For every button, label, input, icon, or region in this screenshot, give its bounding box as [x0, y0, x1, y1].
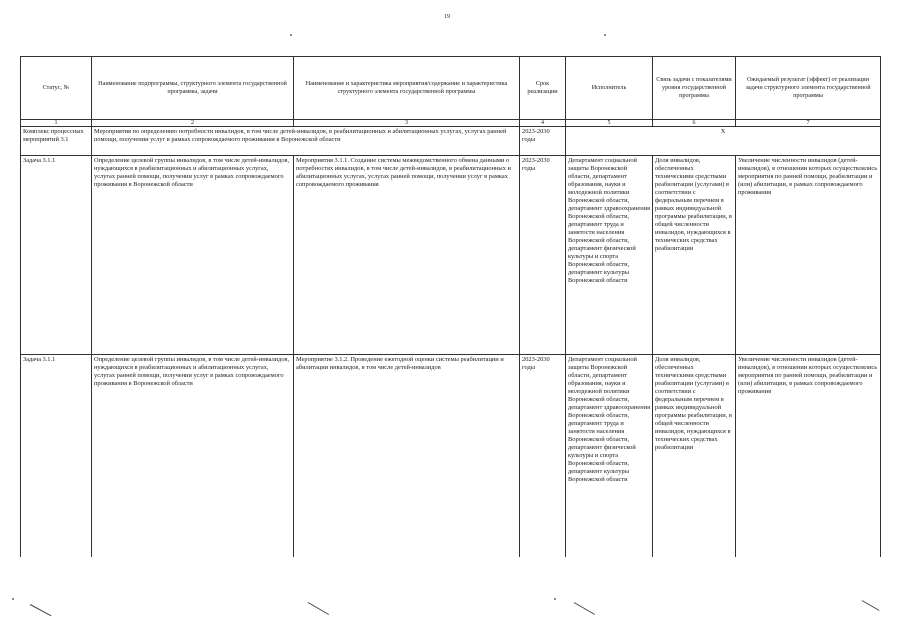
- column-number: 2: [92, 120, 294, 127]
- column-number: 7: [736, 120, 881, 127]
- header-measure: Наименование и характеристика мероприятия/содержание и характеристика структурного элемента государственной программы: [294, 57, 520, 120]
- task-status: Задача 3.1.1: [21, 355, 92, 558]
- task-row: [21, 355, 881, 558]
- scan-artifact: [604, 34, 606, 36]
- task-name: Определение целевой группы инвалидов, в том числе детей-инвалидов, нуждающихся в реабилитационных и абилитационных услугах, услугах ранней помощи, получении услуг в рамках сопровождаемого проживания в Воронежской области: [92, 156, 294, 355]
- task-row: [21, 156, 881, 355]
- header-name: Наименование подпрограммы, структурного элемента государственной программы, задачи: [92, 57, 294, 120]
- task-executor: Департамент социальной защиты Воронежской области, департамент образования, науки и молодежной политики Воронежской области, департамент здравоохранения Воронежской области, департамент труда и занятости населения Воронежской области, департамент физической культуры и спорта Воронежской области, департамент культуры Воронежской области: [566, 355, 653, 558]
- complex-name: Мероприятия по определению потребности инвалидов, в том числе детей-инвалидов, в реабилитационных и абилитационных услугах, услугах ранней помощи, получении услуг в рамках сопровождаемого проживания в Воронежской области: [92, 127, 520, 156]
- task-measure: Мероприятия 3.1.1. Создание системы межведомственного обмена данными о потребностях инвалидов, в том числе детей-инвалидов, в реабилитационных и абилитационных услугах, услугах ранней помощи, получении услуг в рамках сопровождаемого проживания: [294, 156, 520, 355]
- task-period: 2023-2030 годы: [520, 156, 566, 355]
- scan-artifact: [12, 598, 14, 600]
- column-number: 5: [566, 120, 653, 127]
- header-indicator: Связь задачи с показателями уровня государственной программы: [653, 57, 736, 120]
- header-row: [21, 57, 881, 120]
- program-table: [20, 56, 881, 557]
- header-result: Ожидаемый результат (эффект) от реализации задачи структурного элемента государственной программы: [736, 57, 881, 120]
- column-number: 3: [294, 120, 520, 127]
- scan-artifact: [862, 600, 880, 611]
- header-status: Статус, №: [21, 57, 92, 120]
- task-status: Задача 3.1.1: [21, 156, 92, 355]
- column-number: 1: [21, 120, 92, 127]
- task-indicator: Доля инвалидов, обеспеченных техническими средствами реабилитации (услугами) в соответствии с федеральным перечнем в рамках индивидуальной программы реабилитации, в общей численности инвалидов, нуждающихся в технических средствах реабилитации: [653, 156, 736, 355]
- scan-artifact: [290, 34, 292, 36]
- header-period: Срок реализации: [520, 57, 566, 120]
- complex-row: [21, 127, 881, 156]
- complex-status: Комплекс процессных мероприятий 3.1: [21, 127, 92, 156]
- page-number: 19: [444, 14, 450, 20]
- scan-artifact: [30, 604, 52, 616]
- task-result: Увеличение численности инвалидов (детей-инвалидов), в отношении которых осуществлялись мероприятия по ранней помощи, реабилитации и (или) абилитации, в рамках сопровождаемого проживания: [736, 156, 881, 355]
- task-result: Увеличение численности инвалидов (детей-инвалидов), в отношении которых осуществлялись мероприятия по ранней помощи, реабилитации и (или) абилитации, в рамках сопровождаемого проживания: [736, 355, 881, 558]
- column-number: 6: [653, 120, 736, 127]
- scan-artifact: [574, 602, 595, 615]
- scan-artifact: [308, 602, 329, 615]
- task-indicator: Доля инвалидов, обеспеченных техническими средствами реабилитации (услугами) в соответствии с федеральным перечнем в рамках индивидуальной программы реабилитации, в общей численности инвалидов, нуждающихся в технических средствах реабилитации: [653, 355, 736, 558]
- column-number-row: [21, 120, 881, 127]
- complex-period: 2023-2030 годы: [520, 127, 566, 156]
- scan-artifact: [554, 598, 556, 600]
- task-name: Определение целевой группы инвалидов, в том числе детей-инвалидов, нуждающихся в реабилитационных и абилитационных услугах, услугах ранней помощи, получении услуг в рамках сопровождаемого проживания в Воронежской области: [92, 355, 294, 558]
- task-period: 2023-2030 годы: [520, 355, 566, 558]
- header-executor: Исполнитель: [566, 57, 653, 120]
- complex-mark: X: [566, 127, 881, 156]
- column-number: 4: [520, 120, 566, 127]
- task-measure: Мероприятие 3.1.2. Проведение ежегодной оценки системы реабилитации и абилитации инвалидов, в том числе детей-инвалидов: [294, 355, 520, 558]
- task-executor: Департамент социальной защиты Воронежской области, департамент образования, науки и молодежной политики Воронежской области, департамент здравоохранения Воронежской области, департамент труда и занятости населения Воронежской области, департамент физической культуры и спорта Воронежской области, департамент культуры Воронежской области: [566, 156, 653, 355]
